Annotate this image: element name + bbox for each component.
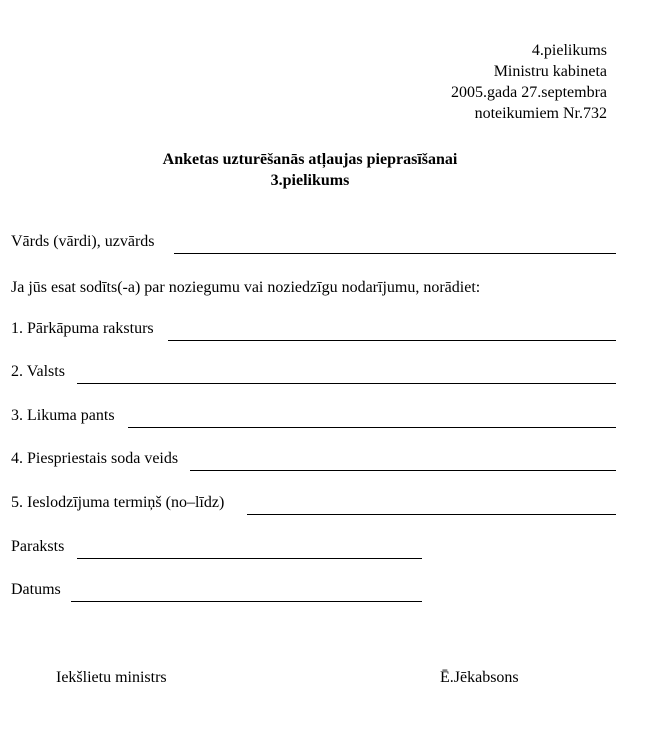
name-field-label: Vārds (vārdi), uzvārds bbox=[11, 233, 155, 250]
date-label: Datums bbox=[11, 581, 61, 598]
law-article-row bbox=[11, 406, 616, 428]
imprisonment-term-row bbox=[11, 493, 616, 515]
signature-label: Paraksts bbox=[11, 538, 65, 555]
sentence-type-line[interactable] bbox=[190, 469, 616, 471]
country-row bbox=[11, 362, 616, 384]
name-field-row bbox=[11, 232, 616, 254]
law-article-line[interactable] bbox=[128, 426, 616, 428]
offense-type-row bbox=[11, 319, 616, 341]
imprisonment-term-line[interactable] bbox=[247, 513, 616, 515]
header-line-annex: 4.pielikums bbox=[531, 42, 607, 59]
header-line-date: 2005.gada 27.septembra bbox=[451, 84, 607, 101]
header-line-regulation: noteikumiem Nr.732 bbox=[474, 105, 607, 122]
law-article-label: 3. Likuma pants bbox=[11, 407, 115, 424]
country-label: 2. Valsts bbox=[11, 363, 65, 380]
offense-type-line[interactable] bbox=[168, 339, 616, 341]
title-line-annex: 3.pielikums bbox=[270, 172, 350, 189]
signature-line[interactable] bbox=[77, 557, 422, 559]
minister-name: Ē.Jēkabsons bbox=[440, 669, 519, 686]
offense-type-label: 1. Pārkāpuma raksturs bbox=[11, 320, 154, 337]
name-field-line[interactable] bbox=[174, 252, 617, 254]
sentence-type-label: 4. Piespriestais soda veids bbox=[11, 450, 179, 467]
signature-row bbox=[11, 537, 422, 559]
country-line[interactable] bbox=[77, 382, 616, 384]
sentence-type-row bbox=[11, 449, 616, 471]
date-row bbox=[11, 580, 422, 602]
header-line-cabinet: Ministru kabineta bbox=[493, 63, 607, 80]
document-title bbox=[0, 149, 620, 191]
document-header bbox=[451, 40, 607, 124]
date-line[interactable] bbox=[71, 600, 422, 602]
conviction-intro-text: Ja jūs esat sodīts(-a) par noziegumu vai noziedzīgu nodarījumu, norādiet: bbox=[11, 279, 481, 296]
imprisonment-term-label: 5. Ieslodzījuma termiņš (no–līdz) bbox=[11, 494, 225, 511]
title-line-main: Anketas uzturēšanās atļaujas pieprasīšanai bbox=[162, 151, 458, 168]
minister-title: Iekšlietu ministrs bbox=[56, 669, 167, 686]
